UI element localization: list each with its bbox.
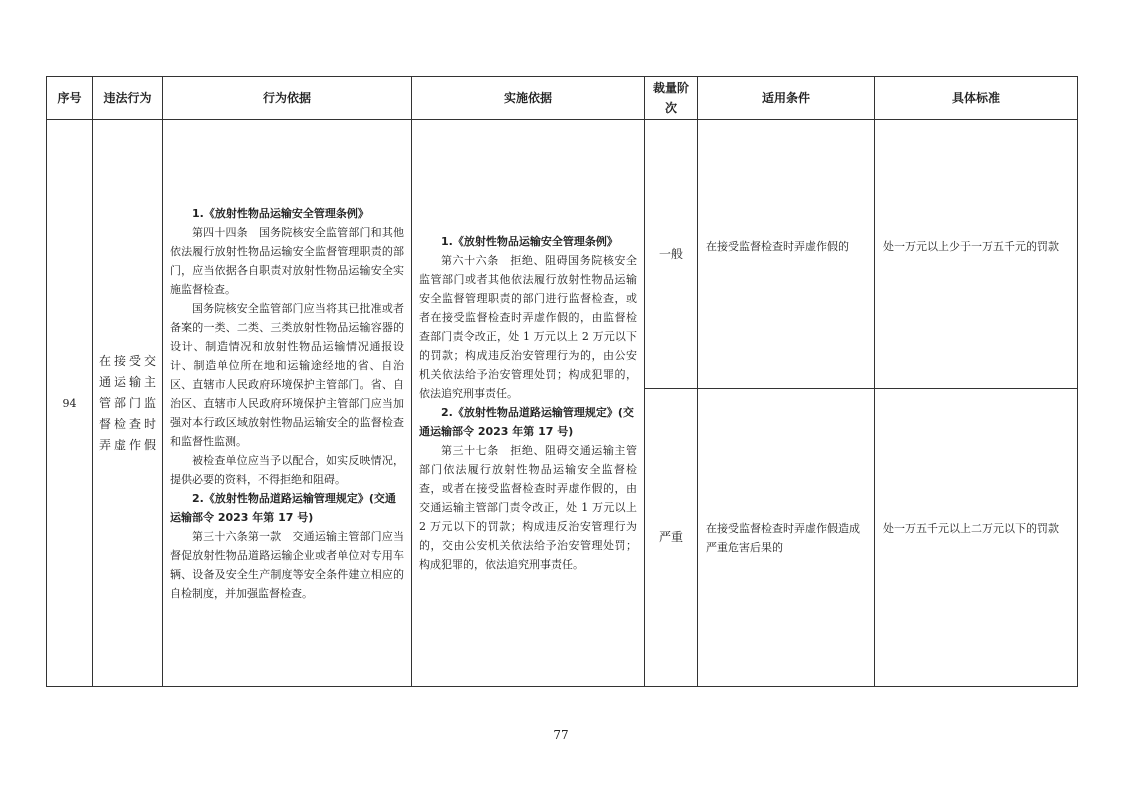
implementation-basis-heading-2: 2.《放射性物品道路运输管理规定》(交通运输部令 2023 年第 17 号): [419, 406, 634, 438]
conduct-basis-cell: [163, 120, 412, 687]
header-applicable-conditions: 适用条件: [698, 77, 875, 120]
header-violation: 违法行为: [93, 77, 163, 120]
header-discretion-level: 裁量阶次: [645, 77, 698, 120]
level-serious: 严重: [645, 389, 698, 687]
standard-general: 处一万元以上少于一万五千元的罚款: [875, 120, 1078, 389]
header-conduct-basis: 行为依据: [163, 77, 412, 120]
header-num: 序号: [47, 77, 93, 120]
conduct-basis-heading-1: 1.《放射性物品运输安全管理条例》: [192, 206, 369, 220]
conduct-basis-heading-2: 2.《放射性物品道路运输管理规定》(交通运输部令 2023 年第 17 号): [170, 491, 396, 524]
table-row: [47, 120, 1078, 389]
conduct-basis-article-36: 第三十六条第一款 交通运输主管部门应当督促放射性物品道路运输企业或者单位对专用车辆、设备及安全生产制度等安全条件建立相应的自检制度，并加强监督检查。: [170, 529, 404, 600]
conduct-basis-paragraph-2: 国务院核安全监管部门应当将其已批准或者备案的一类、二类、三类放射性物品运输容器的设计、制造情况和放射性物品运输情况通报设计、制造单位所在地和运输途经地的省、自治区、直辖市人民政府环境保护主管部门。省、自治区、直辖市人民政府环境保护主管部门应当加强对本行政区域放射性物品运输安全的监督检查和监督性监测。: [170, 301, 404, 448]
implementation-basis-article-66: 第六十六条 拒绝、阻碍国务院核安全监管部门或者其他依法履行放射性物品运输安全监督管理职责的部门进行监督检查，或者在接受监督检查时弄虚作假的，由监督检查部门责令改正，处 1 万元以上 2 万元以下的罚款；构成违反治安管理行为的，由公安机关依法给予治安管理处罚；构成犯罪的，依法追究刑事责任。: [419, 254, 637, 400]
violation-description: 在接受交通运输主管部门监督检查时弄虚作假: [93, 120, 163, 687]
table-header-row: [47, 77, 1078, 120]
condition-general: 在接受监督检查时弄虚作假的: [698, 120, 875, 389]
row-number: 94: [47, 120, 93, 687]
discretion-standard-table: [46, 76, 1078, 687]
condition-serious: 在接受监督检查时弄虚作假造成严重危害后果的: [698, 389, 875, 687]
implementation-basis-article-37: 第三十七条 拒绝、阻碍交通运输主管部门依法履行放射性物品运输安全监督检查，或者在接受监督检查时弄虚作假的，由交通运输主管部门责令改正，处 1 万元以上 2 万元以下的罚款；构成违反治安管理行为的，交由公安机关依法给予治安管理处罚；构成犯罪的，依法追究刑事责任。: [419, 444, 637, 571]
page-number: 77: [553, 728, 569, 742]
level-general: 一般: [645, 120, 698, 389]
header-implementation-basis: 实施依据: [412, 77, 645, 120]
header-specific-standard: 具体标准: [875, 77, 1078, 120]
standard-serious: 处一万五千元以上二万元以下的罚款: [875, 389, 1078, 687]
implementation-basis-heading-1: 1.《放射性物品运输安全管理条例》: [441, 235, 618, 248]
conduct-basis-article-44: 第四十四条 国务院核安全监管部门和其他依法履行放射性物品运输安全监督管理职责的部门，应当依据各自职责对放射性物品运输安全实施监督检查。: [170, 225, 404, 296]
implementation-basis-cell: [412, 120, 645, 687]
conduct-basis-paragraph-3: 被检查单位应当予以配合，如实反映情况，提供必要的资料，不得拒绝和阻碍。: [170, 453, 404, 486]
